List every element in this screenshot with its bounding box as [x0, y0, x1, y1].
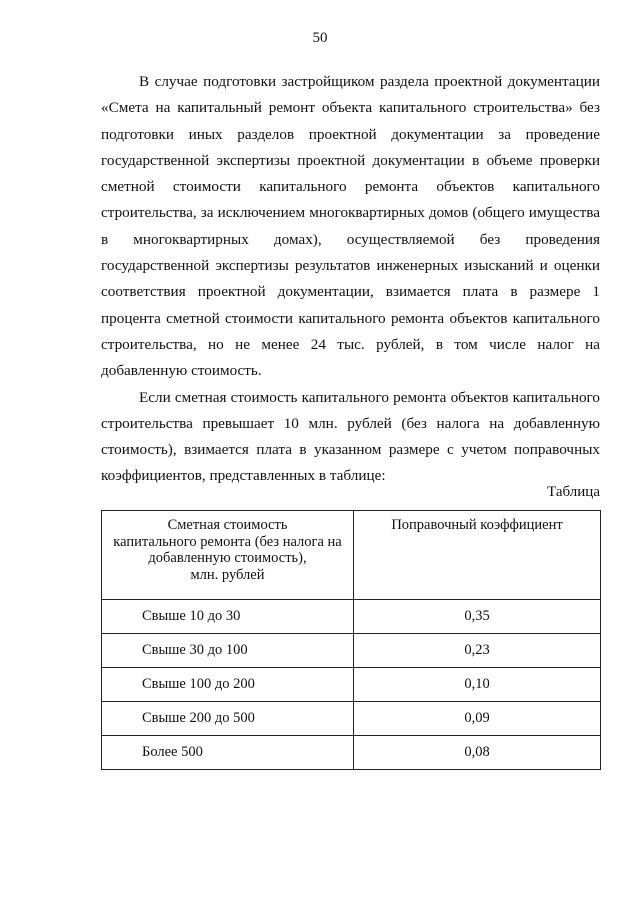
table-row: [102, 600, 601, 634]
cost-range-cell: Свыше 10 до 30: [102, 600, 354, 634]
cost-range-cell: Свыше 30 до 100: [102, 634, 354, 668]
table-row: [102, 702, 601, 736]
table-caption: Таблица: [547, 484, 600, 500]
paragraph-fee-rule: В случае подготовки застройщиком раздела проектной документации «Смета на капитальный ремонт объекта капитального строительства» без подготовки иных разделов проектной документации за проведение государственной экспертизы проектной документации в объеме проверки сметной стоимости капитального ремонта объектов капитального строительства, за исключением многоквартирных домов (общего имущества в многоквартирных домах), осуществляемой без проведения государственной экспертизы результатов инженерных изысканий и оценки соответствия проектной документации, взимается плата в размере 1 процента сметной стоимости капитального ремонта объектов капитального строительства, но не менее 24 тыс. рублей, в том числе налог на добавленную стоимость.: [101, 73, 600, 380]
coefficient-cell: 0,09: [354, 702, 601, 736]
header-cost-line: млн. рублей: [190, 566, 265, 583]
table-row: [102, 634, 601, 668]
table-header-row: [102, 511, 601, 600]
cost-range-cell: Свыше 100 до 200: [102, 668, 354, 702]
coefficient-cell: 0,10: [354, 668, 601, 702]
cost-range-cell: Свыше 200 до 500: [102, 702, 354, 736]
header-cost-line: капитального ремонта (без налога на: [113, 533, 342, 550]
page-number: 50: [312, 30, 328, 46]
coefficient-cell: 0,35: [354, 600, 601, 634]
coefficient-cell: 0,23: [354, 634, 601, 668]
coefficient-table: [101, 510, 601, 770]
paragraph-coefficients: Если сметная стоимость капитального ремонта объектов капитального строительства превышает 10 млн. рублей (без налога на добавленную стоимость), взимается плата в указанном размере с учетом поправочных коэффициентов, представленных в таблице:: [101, 388, 600, 485]
coefficient-cell: 0,08: [354, 736, 601, 770]
header-coefficient: Поправочный коэффициент: [354, 511, 601, 600]
cost-range-cell: Более 500: [102, 736, 354, 770]
header-cost-range: [102, 511, 354, 600]
table-row: [102, 668, 601, 702]
header-cost-line: добавленную стоимость),: [148, 550, 307, 566]
document-body: [101, 69, 600, 490]
table-row: [102, 736, 601, 770]
header-cost-line: Сметная стоимость: [167, 517, 288, 533]
